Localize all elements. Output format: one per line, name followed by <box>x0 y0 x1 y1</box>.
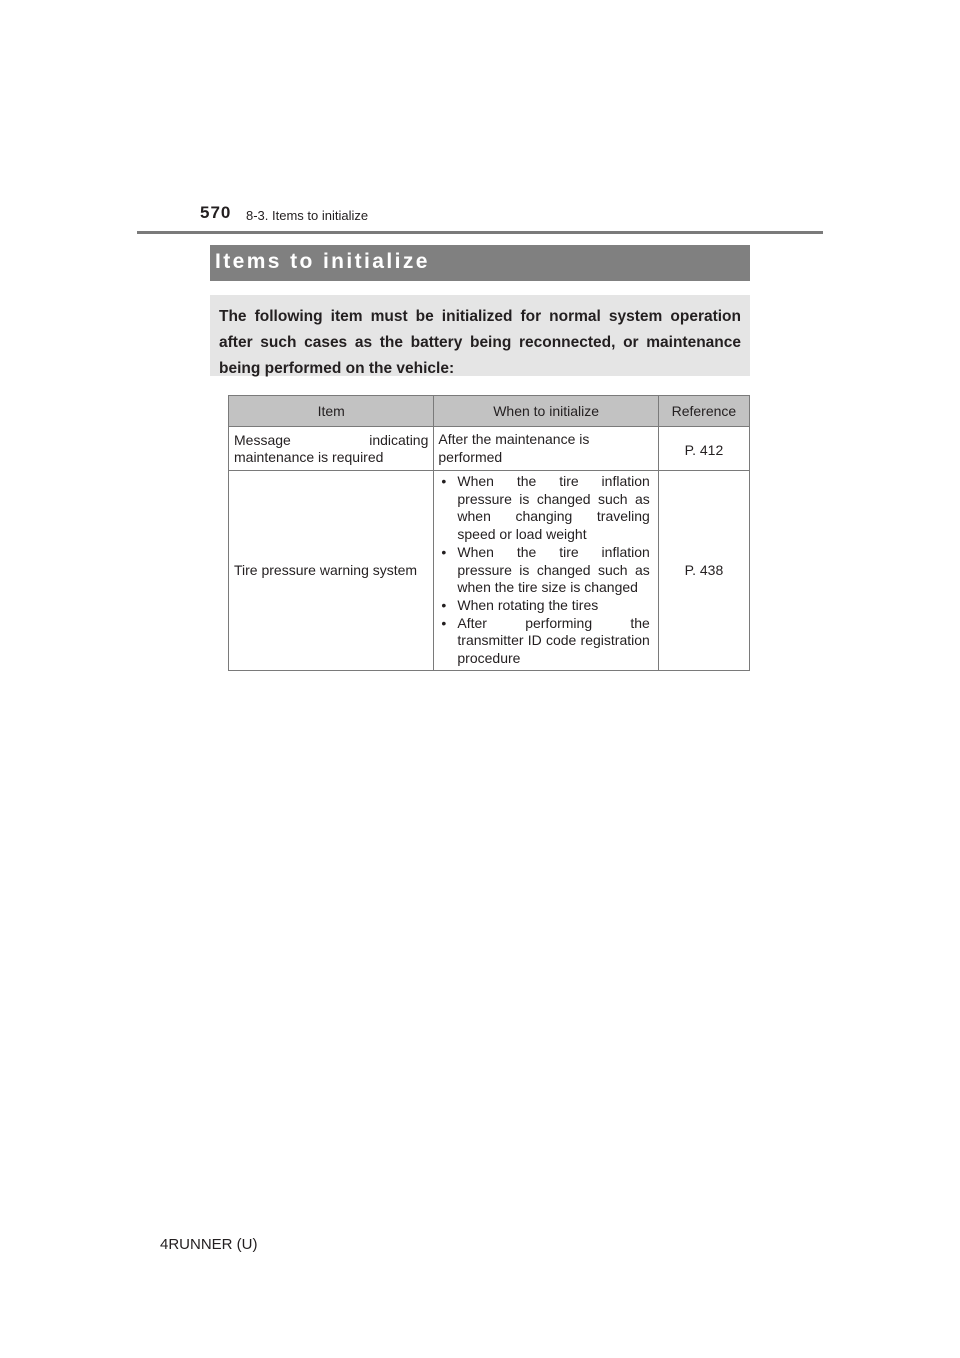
reference-cell: P. 412 <box>658 427 749 471</box>
list-item: • After performing the transmitter ID code registration procedure <box>438 615 649 668</box>
section-title-bar <box>210 245 750 281</box>
item-cell: Tire pressure warning system <box>229 471 434 671</box>
section-reference: 8-3. Items to initialize <box>246 208 369 223</box>
when-cell <box>434 471 658 671</box>
initialize-table <box>228 395 750 671</box>
column-header-item: Item <box>229 396 434 427</box>
list-item: • When the tire inflation pressure is changed such as when changing traveling speed or load weight <box>438 473 649 544</box>
list-item: • When the tire inflation pressure is changed such as when the tire size is changed <box>438 544 649 597</box>
item-cell: Message indicating maintenance is required <box>229 427 434 471</box>
page-number: 570 <box>200 203 232 222</box>
table-row <box>229 471 750 671</box>
header-divider <box>137 231 823 234</box>
table-header-row <box>229 396 750 427</box>
intro-box <box>210 295 750 376</box>
intro-text: The following item must be initialized for normal system operation after such cases as the battery being reconnected, or maintenance being performed on the vehicle: <box>219 308 741 377</box>
column-header-reference: Reference <box>658 396 749 427</box>
column-header-when: When to initialize <box>434 396 658 427</box>
when-list <box>438 473 649 668</box>
footer-model: 4RUNNER (U) <box>160 1236 258 1253</box>
reference-cell: P. 438 <box>658 471 749 671</box>
when-cell: After the maintenance is performed <box>434 427 658 471</box>
table-row <box>229 427 750 471</box>
page-title: Items to initialize <box>215 250 430 273</box>
list-item: • When rotating the tires <box>438 597 649 615</box>
